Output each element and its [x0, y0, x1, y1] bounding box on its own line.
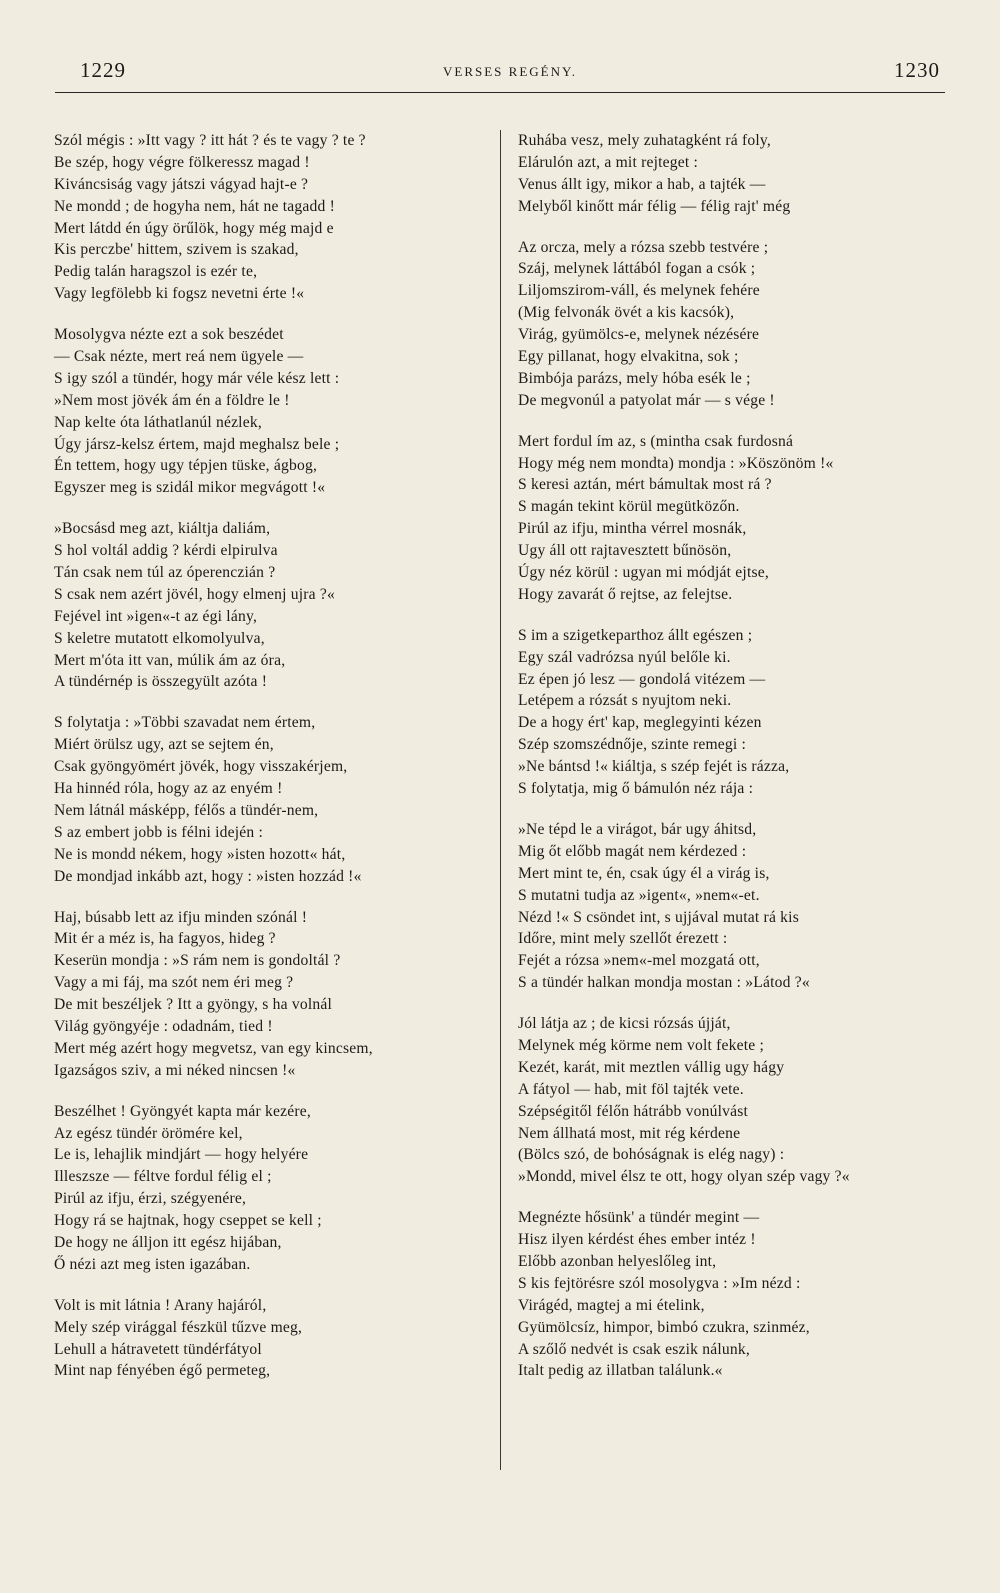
verse-line: Szép szomszédnője, szinte remegi : — [518, 736, 747, 754]
verse-line: Italt pedig az illatban találunk.« — [518, 1362, 723, 1380]
verse-line: Hogy zavarát ő rejtse, az felejtse. — [518, 585, 733, 603]
verse-line: Mert mint te, én, csak úgy él a virág is, — [518, 864, 770, 882]
verse-line: Ugy áll ott rajtavesztett bűnösön, — [518, 542, 732, 560]
verse-line: Haj, búsabb lett az ifju minden szónál ! — [54, 908, 308, 926]
verse-line: Előbb azonban helyeslőleg int, — [518, 1252, 717, 1270]
verse-line: Mosolygva nézte ezt a sok beszédet — [54, 326, 284, 344]
verse-line: Ő nézi azt meg isten igazában. — [54, 1255, 251, 1273]
verse-line: S igy szól a tündér, hogy már véle kész lett : — [54, 369, 340, 387]
verse-line: S folytatja : »Többi szavadat nem értem, — [54, 714, 316, 732]
verse-line: Mint nap fényében égő permeteg, — [54, 1362, 271, 1380]
verse-line: Le is, lehajlik mindjárt — hogy helyére — [54, 1146, 309, 1164]
stanza — [518, 431, 958, 606]
verse-line: Gyümölcsíz, himpor, bimbó czukra, szinméz, — [518, 1318, 810, 1336]
page-header — [80, 58, 940, 88]
verse-line: Melynek még körme nem volt fekete ; — [518, 1036, 765, 1054]
column-divider — [500, 130, 501, 1470]
verse-line: Nap kelte óta láthatlanúl nézlek, — [54, 413, 262, 431]
verse-line: »Ne bántsd !« kiáltja, s szép fejét is rázza, — [518, 758, 790, 776]
verse-line: Pedig talán haragszol is ezér te, — [54, 263, 258, 281]
verse-line: Miért örülsz ugy, azt se sejtem én, — [54, 736, 274, 754]
verse-line: Tán csak nem túl az óperenczián ? — [54, 564, 276, 582]
verse-line: Mit ér a méz is, ha fagyos, hideg ? — [54, 930, 276, 948]
page-number-left: 1229 — [80, 58, 126, 82]
verse-line: Mely szép virággal fészkül tűzve meg, — [54, 1318, 303, 1336]
verse-line: Jól látja az ; de kicsi rózsás újját, — [518, 1015, 731, 1033]
stanza — [54, 130, 492, 305]
stanza — [54, 518, 492, 693]
stanza — [54, 1101, 492, 1276]
verse-line: Nem látnál másképp, félős a tündér-nem, — [54, 801, 319, 819]
verse-line: Elárulón azt, a mit rejteget : — [518, 153, 699, 171]
verse-line: S magán tekint körül megütközőn. — [518, 498, 740, 516]
verse-line: »Ne tépd le a virágot, bár ugy áhitsd, — [518, 820, 757, 838]
verse-line: »Bocsásd meg azt, kiáltja daliám, — [54, 520, 271, 538]
verse-line: Szépségitől félőn hátrább vonúlvást — [518, 1102, 749, 1120]
verse-line: De a hogy ért' kap, meglegyinti kézen — [518, 714, 762, 732]
verse-line: Letépem a rózsát s nyujtom neki. — [518, 692, 732, 710]
verse-line: Fejével int »igen«-t az égi lány, — [54, 607, 258, 625]
verse-line: Kezét, karát, mit meztlen vállig ugy hágy — [518, 1058, 785, 1076]
verse-line: S mutatni tudja az »igent«, »nem«-et. — [518, 886, 760, 904]
verse-line: Hogy még nem mondta) mondja : »Köszönöm !« — [518, 454, 834, 472]
verse-line: De mit beszéljek ? Itt a gyöngy, s ha volnál — [54, 996, 333, 1014]
verse-line: De mondjad inkább azt, hogy : »isten hozzád !« — [54, 867, 362, 885]
verse-line: S keresi aztán, mért bámultak most rá ? — [518, 476, 772, 494]
verse-line: Vagy a mi fáj, ma szót nem éri meg ? — [54, 974, 294, 992]
verse-line: Úgy néz körül : ugyan mi módját ejtse, — [518, 564, 769, 582]
verse-line: Volt is mit látnia ! Arany hajáról, — [54, 1296, 267, 1314]
verse-line: Igazságos sziv, a mi néked nincsen !« — [54, 1061, 296, 1079]
verse-line: Pirúl az ifju, érzi, szégyenére, — [54, 1190, 247, 1208]
verse-line: Ez épen jó lesz — gondolá vitézem — — [518, 670, 766, 688]
verse-line: Hogy rá se hajtnak, hogy cseppet se kell ; — [54, 1212, 322, 1230]
verse-line: Ha hinnéd róla, hogy az az enyém ! — [54, 780, 283, 798]
verse-line: S a tündér halkan mondja mostan : »Látod ?« — [518, 974, 810, 992]
verse-line: Nézd !« S csöndet int, s ujjával mutat rá kis — [518, 908, 799, 926]
verse-line: Megnézte hősünk' a tündér megint — — [518, 1209, 760, 1227]
verse-line: Be szép, hogy végre fölkeressz magad ! — [54, 153, 310, 171]
verse-line: Lehull a hátravetett tündérfátyol — [54, 1340, 262, 1358]
verse-line: Egy pillanat, hogy elvakitna, sok ; — [518, 348, 739, 366]
verse-line: A szőlő nedvét is csak eszik nálunk, — [518, 1340, 750, 1358]
verse-line: Egyszer meg is szidál mikor megvágott !« — [54, 479, 326, 497]
verse-line: S hol voltál addig ? kérdi elpirulva — [54, 542, 278, 560]
verse-line: Bimbója parázs, mely hóba esék le ; — [518, 369, 751, 387]
verse-line: Úgy jársz-kelsz értem, majd meghalsz bele ; — [54, 435, 340, 453]
verse-line: Kis perczbe' hittem, szivem is szakad, — [54, 241, 299, 259]
verse-line: Időre, mint mely szellőt érezett : — [518, 930, 728, 948]
verse-line: S az embert jobb is félni idején : — [54, 823, 264, 841]
stanza — [518, 1207, 958, 1382]
verse-line: Mig őt előbb magát nem kérdezed : — [518, 842, 747, 860]
stanza — [518, 819, 958, 994]
verse-line: — Csak nézte, mert reá nem ügyele — — [54, 348, 304, 366]
verse-line: Ne is mondd nékem, hogy »isten hozott« hát, — [54, 845, 346, 863]
left-column — [54, 130, 492, 1401]
verse-line: Melyből kinőtt már félig — félig rajt' még — [518, 197, 791, 215]
verse-line: Hisz ilyen kérdést éhes ember intéz ! — [518, 1231, 756, 1249]
verse-line: Egy szál vadrózsa nyúl belőle ki. — [518, 648, 731, 666]
verse-line: Ne mondd ; de hogyha nem, hát ne tagadd ! — [54, 197, 336, 215]
stanza — [54, 712, 492, 887]
verse-line: »Mondd, mivel élsz te ott, hogy olyan szép vagy ?« — [518, 1168, 850, 1186]
verse-line: Az egész tündér örömére kel, — [54, 1124, 243, 1142]
verse-line: Fejét a rózsa »nem«-mel mozgatá ott, — [518, 952, 760, 970]
stanza — [518, 130, 958, 218]
verse-line: Illeszsze — féltve fordul félig el ; — [54, 1168, 272, 1186]
verse-line: Száj, melynek láttából fogan a csók ; — [518, 260, 756, 278]
verse-line: Vagy legfölebb ki fogsz nevetni érte !« — [54, 285, 305, 303]
verse-line: Mert m'óta itt van, múlik ám az óra, — [54, 651, 286, 669]
stanza — [518, 237, 958, 412]
stanza — [54, 324, 492, 499]
verse-line: Mert fordul ím az, s (mintha csak furdosná — [518, 432, 794, 450]
stanza — [518, 1013, 958, 1188]
right-column — [518, 130, 958, 1401]
verse-line: Mert látdd én úgy örűlök, hogy még majd e — [54, 219, 334, 237]
verse-line: S kis fejtörésre szól mosolygva : »Im nézd : — [518, 1274, 801, 1292]
stanza — [54, 1295, 492, 1383]
verse-line: Venus állt igy, mikor a hab, a tajték — — [518, 175, 766, 193]
page-number-right: 1230 — [894, 58, 940, 82]
verse-line: S csak nem azért jövél, hogy elmenj ujra ?« — [54, 585, 335, 603]
verse-line: Ruhába vesz, mely zuhatagként rá foly, — [518, 132, 771, 149]
verse-line: A fátyol — hab, mit föl tajték vete. — [518, 1080, 744, 1098]
verse-line: S keletre mutatott elkomolyulva, — [54, 629, 265, 647]
stanza — [54, 907, 492, 1082]
verse-line: Én tettem, hogy ugy tépjen tüske, ágbog, — [54, 457, 318, 475]
verse-line: (Bölcs szó, de bohóságnak is elég nagy) : — [518, 1146, 785, 1164]
verse-line: Mert még azért hogy megvetsz, van egy kincsem, — [54, 1039, 373, 1057]
verse-line: Liljomszirom-váll, és melynek fehére — [518, 282, 760, 300]
verse-line: »Nem most jövék ám én a földre le ! — [54, 391, 290, 409]
verse-line: De megvonúl a patyolat már — s vége ! — [518, 391, 775, 409]
header-rule — [55, 92, 945, 93]
verse-line: Virág, gyümölcs-e, melynek nézésére — [518, 326, 760, 344]
verse-line: Pirúl az ifju, mintha vérrel mosnák, — [518, 520, 747, 538]
running-title: VERSES REGÉNY. — [443, 64, 577, 79]
verse-line: (Mig felvonák övét a kis kacsók), — [518, 304, 735, 322]
verse-line: S im a szigetkeparthoz állt egészen ; — [518, 626, 753, 644]
verse-line: De hogy ne álljon itt egész hijában, — [54, 1233, 282, 1251]
verse-line: Virágéd, magtej a mi ételink, — [518, 1296, 705, 1314]
verse-line: Keserün mondja : »S rám nem is gondoltál ? — [54, 952, 341, 970]
verse-line: Világ gyöngyéje : odadnám, tied ! — [54, 1017, 273, 1035]
verse-line: A tündérnép is összegyült azóta ! — [54, 673, 268, 691]
verse-line: Nem állhatá most, mit rég kérdene — [518, 1124, 741, 1142]
verse-line: Csak gyöngyömért jövék, hogy visszakérjem, — [54, 758, 348, 776]
stanza — [518, 625, 958, 800]
verse-line: Az orcza, mely a rózsa szebb testvére ; — [518, 238, 769, 256]
verse-line: S folytatja, mig ő bámulón néz rája : — [518, 780, 754, 798]
verse-line: Beszélhet ! Gyöngyét kapta már kezére, — [54, 1102, 311, 1120]
verse-line: Kiváncsiság vagy játszi vágyad hajt-e ? — [54, 175, 309, 193]
verse-line: Szól mégis : »Itt vagy ? itt hát ? és te vagy ? te ? — [54, 132, 366, 149]
